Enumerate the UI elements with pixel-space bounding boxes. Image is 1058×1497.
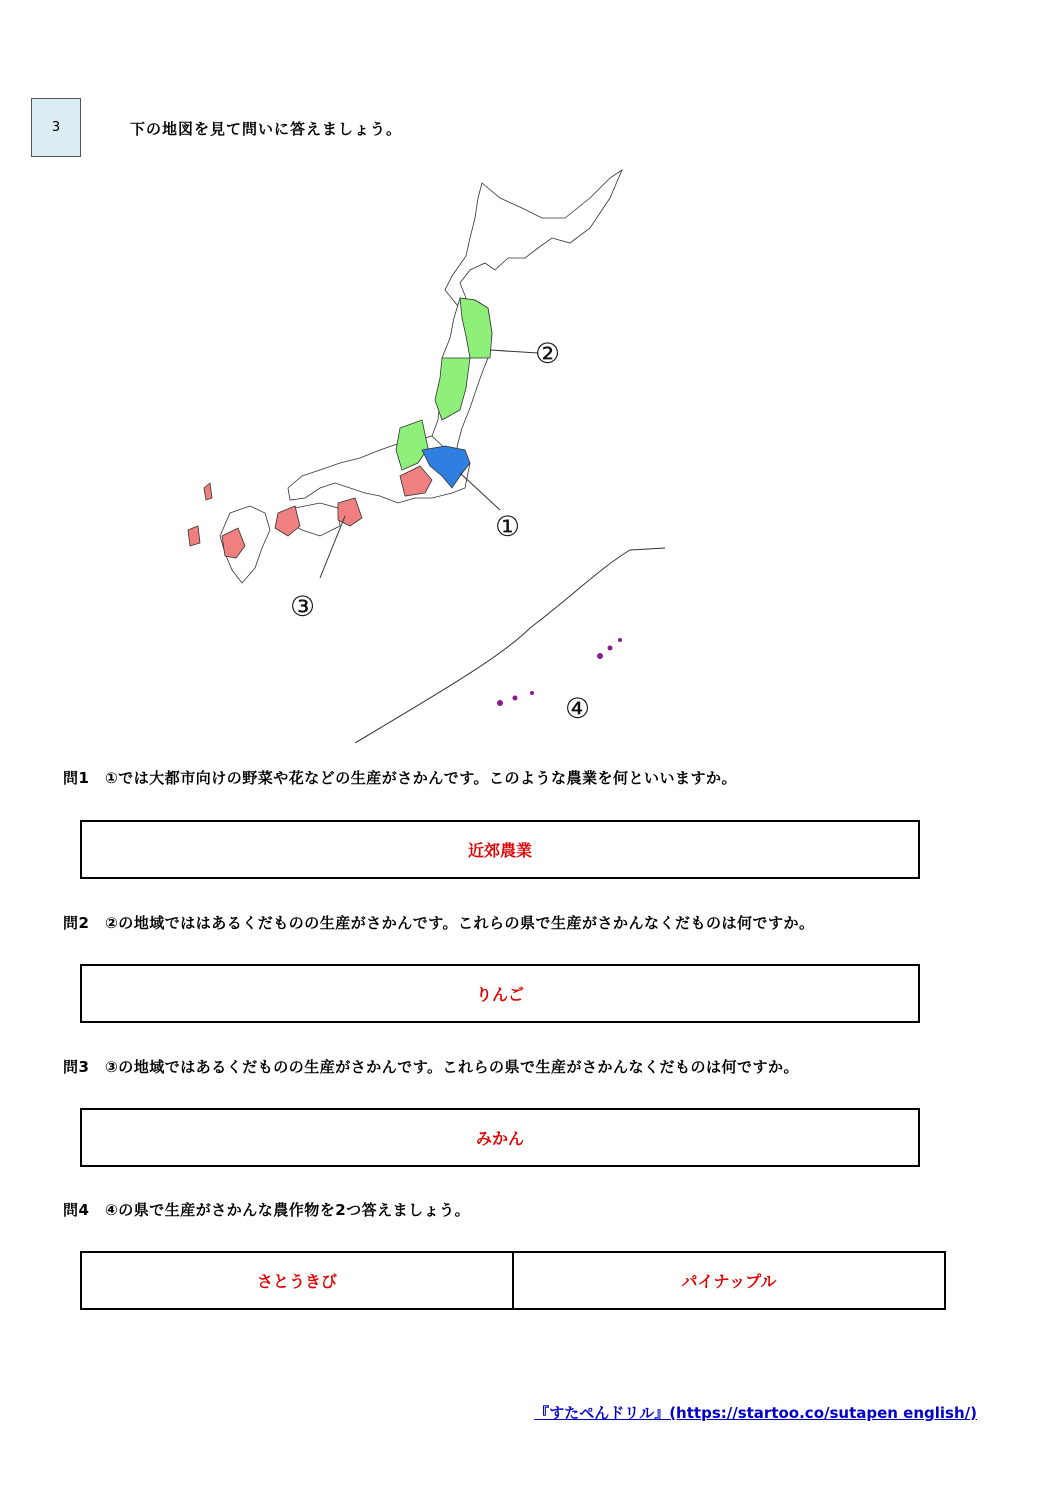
question-2-number: 問2	[63, 914, 90, 932]
answer-4b: パイナップル	[681, 1272, 777, 1291]
question-2	[63, 912, 815, 933]
answer-2: りんご	[475, 985, 524, 1004]
answer-1: 近郊農業	[467, 841, 532, 860]
answer-4a-cell[interactable]	[82, 1253, 512, 1308]
region3-kii-shape	[338, 498, 362, 526]
sakishima-dot2	[513, 696, 518, 701]
japan-map	[170, 158, 680, 750]
question-1-number: 問1	[63, 769, 90, 787]
okinawa-dot2	[608, 646, 613, 651]
map-label-1: ①	[495, 510, 521, 543]
callout-line-2	[490, 350, 538, 353]
hokkaido-shape	[445, 170, 622, 306]
okinawa-separator-line	[355, 548, 665, 743]
question-3-number: 問3	[63, 1058, 90, 1076]
question-3	[63, 1056, 799, 1077]
question-1	[63, 767, 737, 788]
map-label-2: ②	[535, 337, 561, 370]
region3-island-shape	[188, 526, 200, 546]
question-4	[63, 1199, 470, 1220]
sakishima-dot3	[530, 691, 534, 695]
question-4-text: ④の県で生産がさかんな農作物を2つ答えましょう。	[105, 1201, 471, 1219]
okinawa-dot	[597, 653, 603, 659]
region3-shikoku-shape	[275, 506, 300, 536]
question-2-text: ②の地域でははあるくだものの生産がさかんです。これらの県で生産がさかんなくだものは何ですか。	[105, 914, 815, 932]
answer-3: みかん	[475, 1129, 524, 1148]
section-number: 3	[51, 120, 61, 135]
answer-box-2[interactable]	[80, 964, 920, 1023]
sakishima-dot	[497, 700, 503, 706]
question-3-text: ③の地域ではあるくだものの生産がさかんです。これらの県で生産がさかんなくだものは何ですか。	[105, 1058, 800, 1076]
answer-box-4	[80, 1251, 946, 1310]
answer-4b-cell[interactable]	[512, 1253, 944, 1308]
answer-box-1[interactable]	[80, 820, 920, 879]
map-label-3: ③	[290, 590, 316, 623]
question-1-text: ①では大都市向けの野菜や花などの生産がさかんです。このような農業を何といいますか。	[105, 769, 738, 787]
instruction-text: 下の地図を見て問いに答えましょう。	[130, 120, 403, 138]
answer-4a: さとうきび	[256, 1272, 337, 1291]
section-number-box	[31, 98, 81, 157]
answer-box-3[interactable]	[80, 1108, 920, 1167]
footer-link[interactable]: 『すたぺんドリル』(https://startoo.co/sutapen english/)	[534, 1404, 977, 1422]
callout-line-1	[460, 473, 500, 510]
region3-island2-shape	[204, 483, 212, 500]
question-4-number: 問4	[63, 1201, 90, 1219]
okinawa-dot3	[618, 638, 622, 642]
map-label-4: ④	[565, 692, 591, 725]
